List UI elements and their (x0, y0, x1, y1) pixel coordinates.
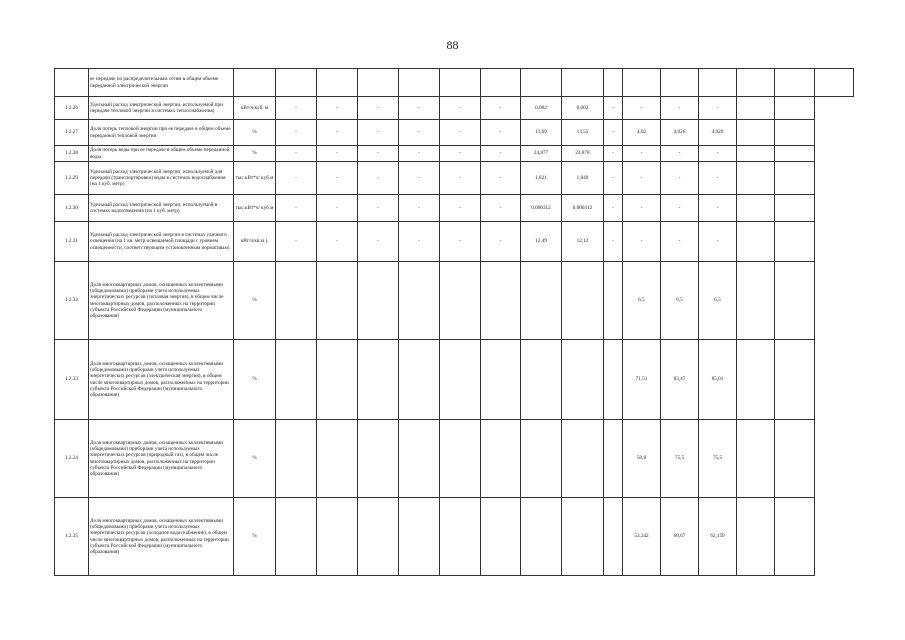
value-cell (775, 120, 815, 146)
row-number: 1.2.26 (55, 97, 89, 120)
value-cell (481, 420, 521, 498)
value-cell (737, 146, 775, 162)
row-number: 1.2.32 (55, 262, 89, 340)
value-cell: 0,002 (562, 97, 604, 120)
unit-cell: % (234, 120, 276, 146)
table-row (55, 162, 854, 195)
value-cell (317, 420, 358, 498)
value-cell (775, 195, 815, 222)
value-cell (440, 498, 481, 576)
unit-cell: кВт/ч/куб. м (234, 97, 276, 120)
value-cell (775, 340, 815, 420)
unit-cell: кВт/ч/кв.м ). (234, 222, 276, 262)
value-cell (737, 120, 775, 146)
row-number: 1.2.30 (55, 195, 89, 222)
value-cell: - (276, 162, 317, 195)
indicator-description: Доля многоквартирных домов, оснащенных коллективными (общедомовыми) приборами учета используемых энергетических ресурсов (электрическая энергия), в общем числе многоквартирных домов, расположенных на территории субъекта Российской Федерации (муниципального образования) (89, 340, 234, 420)
value-cell (737, 262, 775, 340)
table-row (55, 195, 854, 222)
value-cell: - (604, 195, 623, 222)
value-cell (815, 69, 854, 97)
value-cell: 0,002 (521, 97, 562, 120)
value-cell (737, 162, 775, 195)
value-cell (562, 69, 604, 97)
value-cell (276, 262, 317, 340)
value-cell: - (623, 222, 661, 262)
value-cell (562, 420, 604, 498)
value-cell (440, 340, 481, 420)
value-cell (737, 498, 775, 576)
indicator-description: ее передаче по распределительным сетям в общем объеме переданной электрической энергии (89, 69, 234, 97)
value-cell: 0,000312 (562, 195, 604, 222)
value-cell: - (661, 162, 699, 195)
value-cell: - (604, 222, 623, 262)
value-cell: - (358, 120, 399, 146)
value-cell: - (276, 146, 317, 162)
value-cell (737, 195, 775, 222)
value-cell (562, 262, 604, 340)
value-cell (562, 340, 604, 420)
unit-cell: % (234, 498, 276, 576)
value-cell: 83,47 (661, 340, 699, 420)
value-cell: - (317, 195, 358, 222)
indicator-description: Доля многоквартирных домов, оснащенных коллективными (общедомовыми) приборами учета используемых энергетических ресурсов (природный газ), в общем числе многоквартирных домов, расположенных на территории субъекта Российской Федерации (муниципального образования) (89, 420, 234, 498)
value-cell (399, 340, 440, 420)
value-cell: 13,55 (562, 120, 604, 146)
value-cell (775, 222, 815, 262)
value-cell (440, 420, 481, 498)
value-cell (775, 146, 815, 162)
row-number: 1.2.29 (55, 162, 89, 195)
value-cell (562, 498, 604, 576)
row-number: 1.2.35 (55, 498, 89, 576)
value-cell: - (276, 195, 317, 222)
table-row (55, 340, 854, 420)
value-cell: - (623, 146, 661, 162)
value-cell (358, 420, 399, 498)
value-cell: - (623, 162, 661, 195)
value-cell: 6,5 (623, 262, 661, 340)
value-cell: - (276, 97, 317, 120)
value-cell (775, 498, 815, 576)
value-cell: - (399, 195, 440, 222)
table-row (55, 146, 854, 162)
value-cell (317, 498, 358, 576)
value-cell: - (440, 162, 481, 195)
value-cell: - (399, 162, 440, 195)
value-cell: - (399, 120, 440, 146)
value-cell (358, 262, 399, 340)
value-cell: 24,877 (521, 146, 562, 162)
value-cell (521, 262, 562, 340)
value-cell (440, 69, 481, 97)
value-cell: 6,5 (699, 262, 737, 340)
value-cell (604, 340, 623, 420)
value-cell: 4,02 (623, 120, 661, 146)
row-number: 1.2.28 (55, 146, 89, 162)
value-cell (775, 162, 815, 195)
value-cell (399, 262, 440, 340)
value-cell (737, 222, 775, 262)
unit-cell: % (234, 340, 276, 420)
value-cell: - (661, 97, 699, 120)
value-cell (775, 97, 815, 120)
value-cell: - (317, 120, 358, 146)
unit-cell (234, 69, 276, 97)
value-cell (276, 498, 317, 576)
value-cell: 0,000312 (521, 195, 562, 222)
value-cell: 85,01 (699, 340, 737, 420)
value-cell: - (440, 146, 481, 162)
value-cell (481, 69, 521, 97)
value-cell (604, 69, 623, 97)
value-cell (276, 420, 317, 498)
value-cell (775, 262, 815, 340)
value-cell: 1,840 (562, 162, 604, 195)
value-cell: 24,878 (562, 146, 604, 162)
value-cell (737, 97, 775, 120)
value-cell: 6,5 (661, 262, 699, 340)
indicator-description: Доля потерь тепловой энергии при ее передаче в общем объеме переданной тепловой энергии (89, 120, 234, 146)
value-cell (604, 498, 623, 576)
row-number: 1.2.33 (55, 340, 89, 420)
value-cell: - (317, 97, 358, 120)
value-cell (737, 420, 775, 498)
value-cell (276, 340, 317, 420)
value-cell: - (358, 195, 399, 222)
value-cell: - (317, 146, 358, 162)
value-cell: - (661, 146, 699, 162)
value-cell: - (399, 222, 440, 262)
unit-cell: % (234, 146, 276, 162)
indicator-description: Доля многоквартирных домов, оснащенных коллективными (общедомовыми) приборами учета используемых энергетических ресурсов (холодное водоснабжение), в общем числе многоквартирных домов, расположенных на территории субъекта Российской Федерации (муниципального образования) (89, 498, 234, 576)
indicator-description: Доля потерь воды при ее передаче в общем объеме переданной воды (89, 146, 234, 162)
value-cell (661, 69, 699, 97)
value-cell: - (661, 222, 699, 262)
value-cell: - (358, 97, 399, 120)
value-cell (521, 498, 562, 576)
value-cell: - (699, 195, 737, 222)
row-number: 1.2.27 (55, 120, 89, 146)
value-cell: - (440, 120, 481, 146)
value-cell (399, 69, 440, 97)
table-row (55, 69, 854, 97)
value-cell: 50,8 (623, 420, 661, 498)
value-cell: - (604, 97, 623, 120)
table-row (55, 420, 854, 498)
value-cell: - (699, 222, 737, 262)
indicator-description: Удельный расход электрической энергии в системах уличного освещения (на 1 кв. метр освещаемой площади с уровнем освещенности, соответствующим установленным нормативам) (89, 222, 234, 262)
unit-cell: % (234, 262, 276, 340)
value-cell (440, 262, 481, 340)
value-cell: 75,5 (661, 420, 699, 498)
value-cell (521, 69, 562, 97)
value-cell (521, 340, 562, 420)
value-cell: 12,49 (521, 222, 562, 262)
value-cell (737, 69, 775, 97)
value-cell: 60,67 (661, 498, 699, 576)
value-cell: - (481, 146, 521, 162)
value-cell (604, 262, 623, 340)
value-cell (358, 69, 399, 97)
value-cell (358, 498, 399, 576)
value-cell (276, 69, 317, 97)
unit-cell: % (234, 420, 276, 498)
row-number: 1.2.34 (55, 420, 89, 498)
value-cell (604, 420, 623, 498)
indicator-description: Удельный расход электрической энергии, используемой для передачи (транспортировки) воды в системах водоснабжения (на 1 куб. метр) (89, 162, 234, 195)
value-cell: 75,5 (699, 420, 737, 498)
value-cell: - (623, 195, 661, 222)
value-cell: - (699, 146, 737, 162)
value-cell: - (358, 222, 399, 262)
indicator-description: Доля многоквартирных домов, оснащенных коллективными (общедомовыми) приборами учета используемых энергетических ресурсов (тепловая энергия), в общем числе многоквартирных домов, расположенных на территории субъекта Российской Федерации (муниципального образования) (89, 262, 234, 340)
indicator-description: Удельный расход электрической энергии, используемой при передаче тепловой энергии в системах теплоснабжения) (89, 97, 234, 120)
unit-cell: тыс.кВт*ч/ куб.м (234, 195, 276, 222)
row-number (55, 69, 89, 97)
value-cell: - (317, 222, 358, 262)
value-cell: - (604, 162, 623, 195)
value-cell: - (440, 97, 481, 120)
value-cell: 62,159 (699, 498, 737, 576)
page-number: 88 (446, 38, 459, 52)
value-cell: - (699, 97, 737, 120)
value-cell: - (604, 146, 623, 162)
table-row (55, 97, 854, 120)
value-cell: - (604, 120, 623, 146)
value-cell (775, 69, 815, 97)
value-cell (737, 340, 775, 420)
value-cell: 71,51 (623, 340, 661, 420)
value-cell: - (317, 162, 358, 195)
value-cell (775, 420, 815, 498)
value-cell: - (623, 97, 661, 120)
table-row (55, 498, 854, 576)
unit-cell: тыс.кВт*ч/ куб.м (234, 162, 276, 195)
row-number: 1.2.31 (55, 222, 89, 262)
value-cell (623, 69, 661, 97)
value-cell (481, 340, 521, 420)
value-cell (481, 262, 521, 340)
table-row (55, 120, 854, 146)
value-cell: 13,69 (521, 120, 562, 146)
value-cell (358, 340, 399, 420)
table-row (55, 262, 854, 340)
indicator-description: Удельный расход электрической энергии, используемой в системах водоотведения (на 1 куб. метр) (89, 195, 234, 222)
value-cell: - (358, 146, 399, 162)
value-cell: - (481, 120, 521, 146)
value-cell: 4,026 (699, 120, 737, 146)
value-cell: - (481, 222, 521, 262)
value-cell: - (399, 146, 440, 162)
value-cell: 12,12 (562, 222, 604, 262)
value-cell (521, 420, 562, 498)
indicators-table (54, 68, 854, 576)
value-cell: - (440, 222, 481, 262)
table-row (55, 222, 854, 262)
value-cell (399, 420, 440, 498)
value-cell: 4,026 (661, 120, 699, 146)
value-cell: 1,821 (521, 162, 562, 195)
value-cell (399, 498, 440, 576)
value-cell: - (276, 120, 317, 146)
value-cell: - (358, 162, 399, 195)
value-cell: 53,342 (623, 498, 661, 576)
value-cell: - (276, 222, 317, 262)
value-cell (317, 69, 358, 97)
value-cell: - (699, 162, 737, 195)
value-cell: - (440, 195, 481, 222)
value-cell (317, 340, 358, 420)
value-cell: - (661, 195, 699, 222)
value-cell (317, 262, 358, 340)
value-cell: - (481, 162, 521, 195)
value-cell (699, 69, 737, 97)
value-cell: - (481, 195, 521, 222)
value-cell (481, 498, 521, 576)
value-cell: - (481, 97, 521, 120)
value-cell: - (399, 97, 440, 120)
